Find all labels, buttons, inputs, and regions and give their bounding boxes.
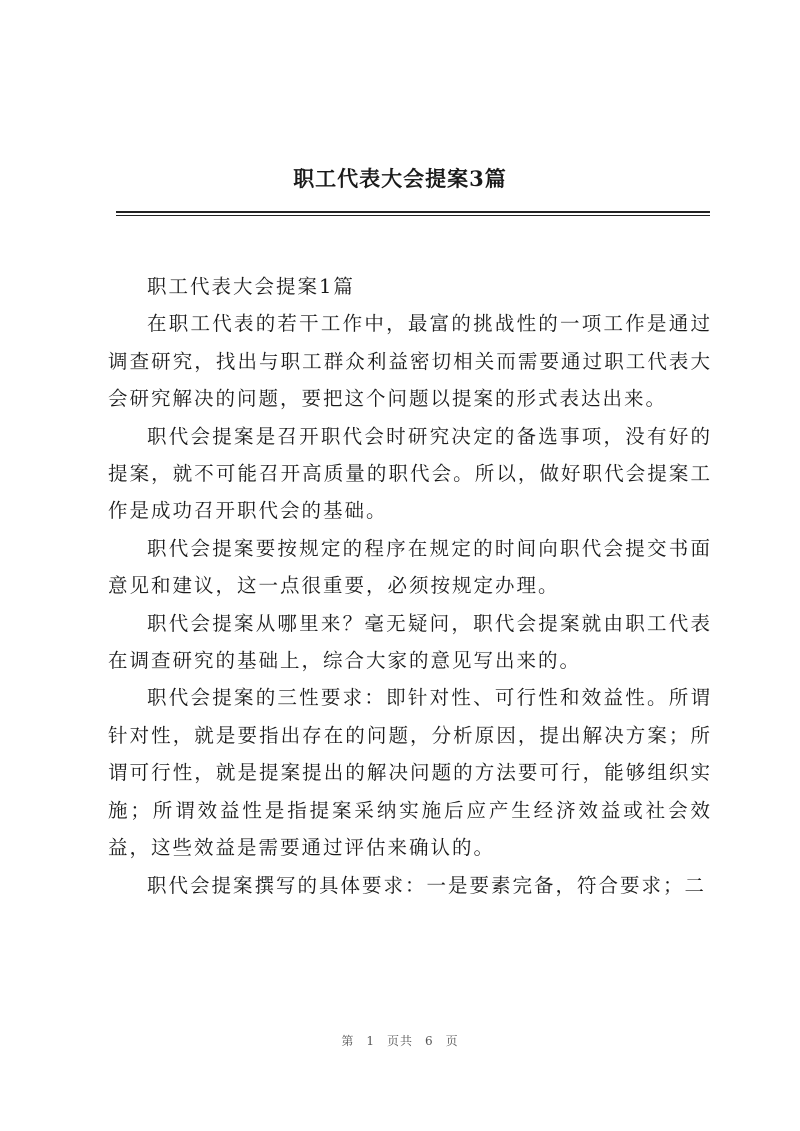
page-footer (0, 1032, 800, 1049)
paragraph: 职代会提案从哪里来？毫无疑问，职代会提案就由职工代表在调查研究的基础上，综合大家的意见写出来的。 (108, 611, 712, 673)
footer-suffix: 页 (445, 1034, 459, 1048)
section-heading: 职工代表大会提案1篇 (147, 275, 355, 298)
footer-middle: 页共 (386, 1034, 413, 1048)
paragraph: 职代会提案是召开职代会时研究决定的备选事项，没有好的提案，就不可能召开高质量的职代会。所以，做好职代会提案工作是成功召开职代会的基础。 (108, 424, 712, 523)
document-body (108, 268, 712, 904)
paragraph: 职代会提案撰写的具体要求：一是要素完备，符合要求；二 (147, 873, 707, 897)
footer-prefix: 第 (341, 1034, 355, 1048)
paragraph: 职代会提案的三性要求：即针对性、可行性和效益性。所谓针对性，就是要指出存在的问题，分析原因，提出解决方案；所谓可行性，就是提案提出的解决问题的方法要可行，能够组织实施；所谓效益性是指提案采纳实施后应产生经济效益或社会效益，这些效益是需要通过评估来确认的。 (108, 686, 712, 860)
paragraph: 在职工代表的若干工作中，最富的挑战性的一项工作是通过调查研究，找出与职工群众利益密切相关而需要通过职工代表大会研究解决的问题，要把这个问题以提案的形式表达出来。 (108, 312, 712, 411)
title-divider (116, 211, 710, 216)
paragraph: 职代会提案要按规定的程序在规定的时间向职代会提交书面意见和建议，这一点很重要，必须按规定办理。 (108, 536, 712, 598)
page-number-current: 1 (366, 1034, 375, 1048)
page-title: 职工代表大会提案3篇 (293, 166, 507, 191)
page-number-total: 6 (425, 1034, 434, 1048)
